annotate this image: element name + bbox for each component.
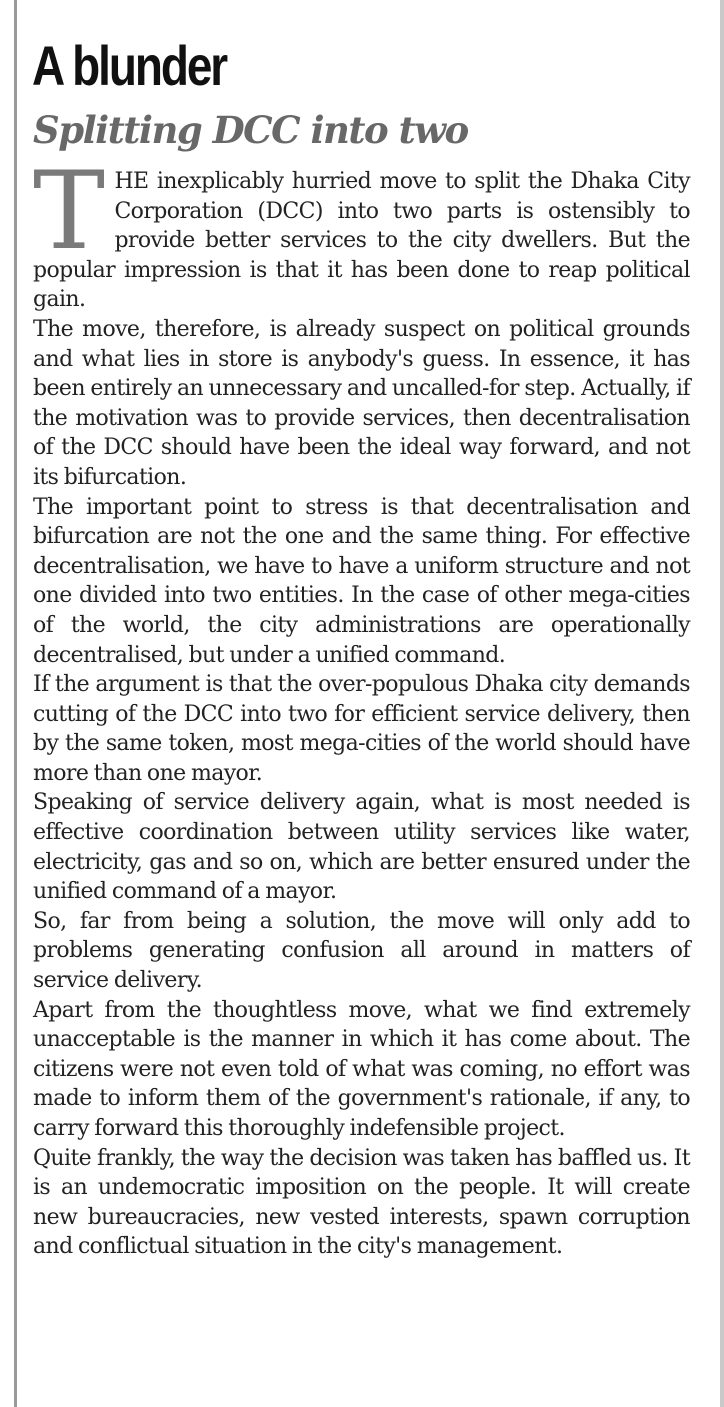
paragraph-5: Speaking of service delivery again, what is most needed is effective coordination between utility services like water, electricity, gas and so on, which are better ensured under the unified command of a mayor.	[33, 790, 690, 905]
headline: A blunder	[32, 34, 227, 97]
drop-cap: T	[33, 149, 105, 274]
paragraph-7: Apart from the thoughtless move, what we find extremely unacceptable is the manner in which it has come about. The citizens were not even told of what was coming, no effort was made to inform them of the government's rationale, if any, to carry forward this thoroughly indefensible project.	[33, 997, 690, 1141]
paragraph-1	[33, 149, 690, 315]
article-body	[33, 149, 690, 1262]
subheadline: Splitting DCC into two	[33, 108, 468, 152]
right-column-rule	[720, 0, 724, 1407]
paragraph-4: If the argument is that the over-populous Dhaka city demands cutting of the DCC into two for efficient service delivery, then by the same token, most mega-cities of the world should have more than one mayor.	[33, 672, 690, 786]
paragraph-1-text: HE inexplicably hurried move to split the Dhaka City Corporation (DCC) into two parts is ostensibly to provide better services to the city dwellers. But the popular impression is that it has been done to reap political gain.	[33, 169, 690, 313]
left-column-rule	[14, 0, 17, 1407]
paragraph-6: So, far from being a solution, the move will only add to problems generating confusion all around in matters of service delivery.	[33, 908, 690, 994]
paragraph-3: The important point to stress is that decentralisation and bifurcation are not the one and the same thing. For effective decentralisation, we have to have a uniform structure and not one divided into two entities. In the case of other mega-cities of the world, the city administrations are operationally decentralised, but under a unified command.	[33, 494, 690, 668]
paragraph-2: The move, therefore, is already suspect on political grounds and what lies in store is anybody's guess. In essence, it has been entirely an unnecessary and uncalled-for step. Actually, if the motivation was to provide services, then decentralisation of the DCC should have been the ideal way forward, and not its bifurcation.	[33, 316, 690, 490]
paragraph-8: Quite frankly, the way the decision was taken has baffled us. It is an undemocratic imposition on the people. It will create new bureaucracies, new vested interests, spawn corruption and conflictual situation in the city's management.	[33, 1145, 690, 1260]
